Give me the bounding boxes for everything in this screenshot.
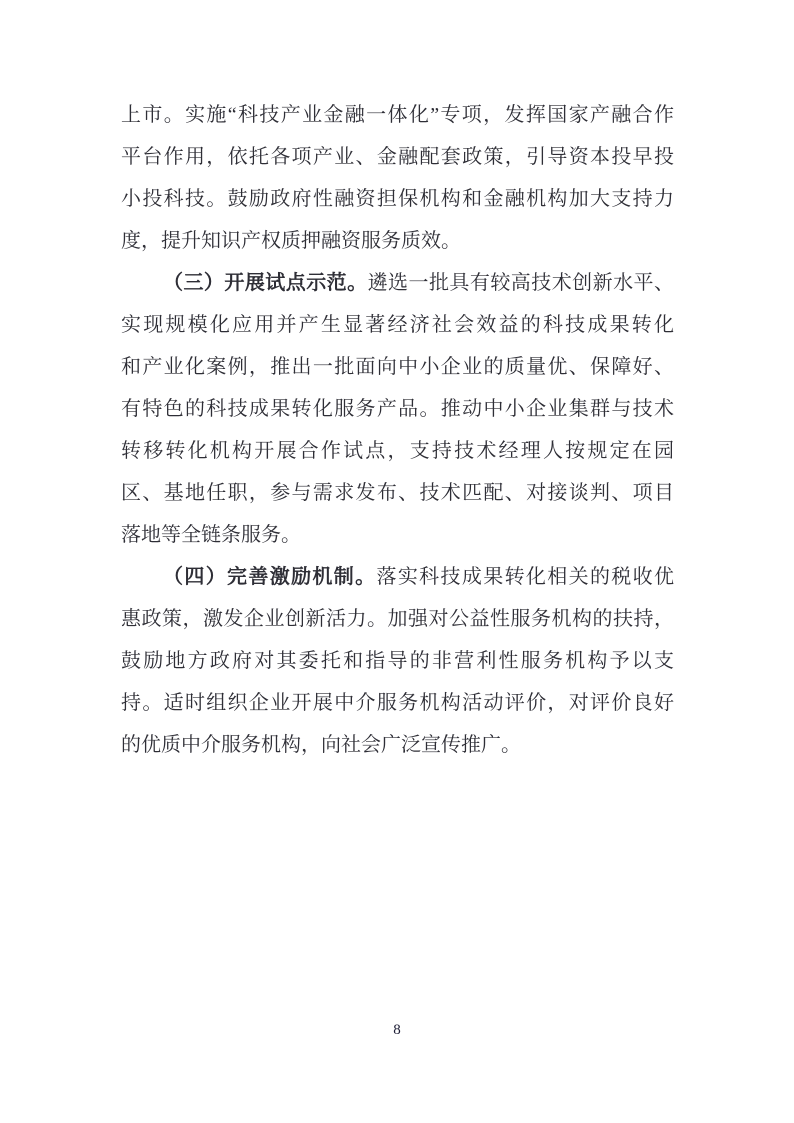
- line-text: 小投科技。鼓励政府性融资担保机构和金融机构加大支持力: [121, 188, 674, 210]
- line-text: 有特色的科技成果转化服务产品。推动中小企业集群与技术: [121, 398, 674, 420]
- line-text: 持。适时组织企业开展中介服务机构活动评价，对评价良好: [121, 692, 674, 714]
- text-line: [121, 514, 674, 556]
- text-line: [121, 682, 674, 724]
- line-text: 区、基地任职，参与需求发布、技术匹配、对接谈判、项目: [121, 482, 674, 504]
- text-line: [121, 94, 674, 136]
- text-line: [121, 724, 674, 766]
- line-text: 平台作用，依托各项产业、金融配套政策，引导资本投早投: [121, 146, 674, 168]
- section-3-lead: （三）开展试点示范。: [163, 272, 368, 294]
- section-4-lead: （四）完善激励机制。: [163, 566, 377, 588]
- line-text: 和产业化案例，推出一批面向中小企业的质量优、保障好、: [121, 356, 674, 378]
- line-text: 转移转化机构开展合作试点，支持技术经理人按规定在园: [121, 440, 674, 462]
- text-line: [121, 136, 674, 178]
- line-text: 鼓励地方政府对其委托和指导的非营利性服务机构予以支: [121, 650, 674, 672]
- text-line: [121, 472, 674, 514]
- text-line: [121, 346, 674, 388]
- line-text: 的优质中介服务机构，向社会广泛宣传推广。: [121, 734, 521, 756]
- text-line: [121, 388, 674, 430]
- line-text: 落地等全链条服务。: [121, 524, 301, 546]
- text-line: [121, 598, 674, 640]
- line-text: 实现规模化应用并产生显著经济社会效益的科技成果转化: [121, 314, 674, 336]
- text-line: [121, 220, 674, 262]
- text-line: [121, 178, 674, 220]
- text-line-section-3: [121, 262, 674, 304]
- page-number: 8: [393, 1022, 401, 1038]
- line-text: 度，提升知识产权质押融资服务质效。: [121, 230, 461, 252]
- line-text: 惠政策，激发企业创新活力。加强对公益性服务机构的扶持，: [121, 608, 674, 630]
- line-text: 上市。实施“科技产业金融一体化”专项，发挥国家产融合作: [121, 104, 674, 126]
- line-text: 落实科技成果转化相关的税收优: [376, 566, 674, 588]
- text-line-section-4: [121, 556, 674, 598]
- text-line: [121, 640, 674, 682]
- text-line: [121, 304, 674, 346]
- line-text: 遴选一批具有较高技术创新水平、: [367, 272, 674, 294]
- body-text: [121, 94, 674, 766]
- text-line: [121, 430, 674, 472]
